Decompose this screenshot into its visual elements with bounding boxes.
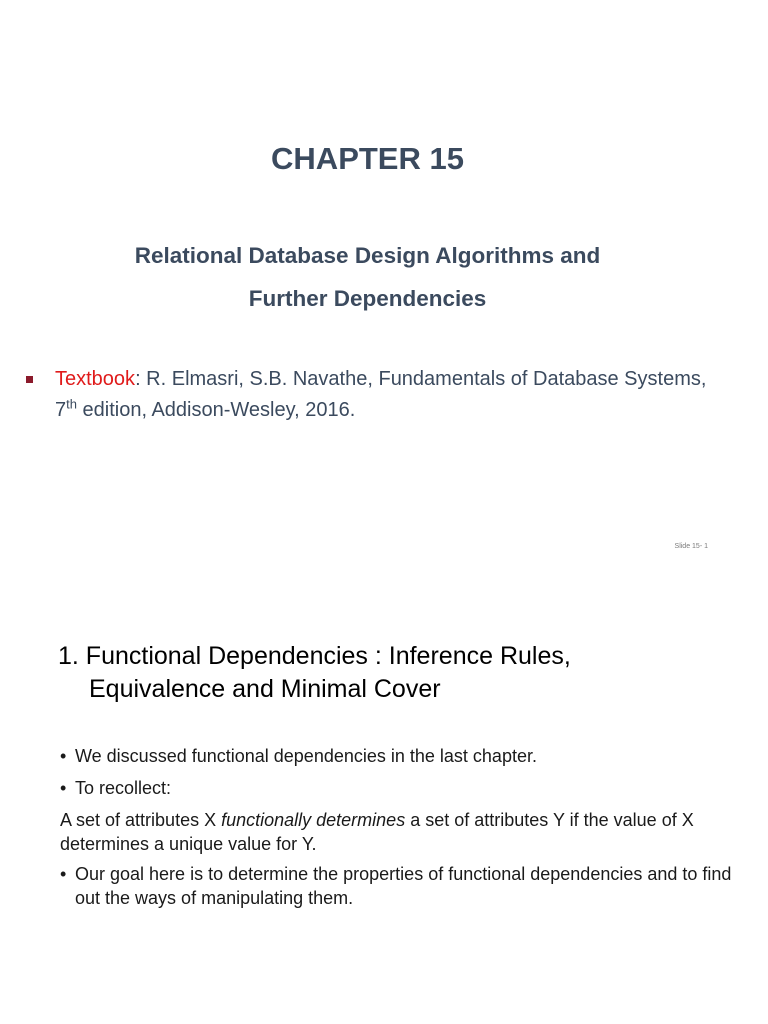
bullet-text: We discussed functional dependencies in the last chapter.	[75, 746, 537, 766]
slide-body	[60, 744, 740, 918]
subtitle-line-2: Further Dependencies	[248, 286, 487, 311]
bullet-icon: •	[60, 778, 67, 798]
textbook-reference	[26, 364, 726, 426]
bullet-icon: •	[60, 864, 67, 884]
section-title-line-2: Equivalence and Minimal Cover	[89, 675, 441, 703]
list-item	[60, 744, 740, 768]
list-item	[60, 862, 740, 910]
textbook-text	[55, 364, 726, 426]
slide-number: Slide 15- 1	[674, 543, 708, 550]
textbook-citation-a: : R. Elmasri, S.B. Navathe, Fundamentals of Database Systems, 7	[55, 368, 707, 421]
definition-emphasis: functionally determines	[221, 810, 406, 830]
textbook-label: Textbook	[55, 368, 136, 390]
definition-paragraph	[60, 808, 740, 856]
textbook-citation-b: edition, Addison-Wesley, 2016.	[76, 399, 356, 421]
bullet-text: Our goal here is to determine the properties of functional dependencies and to find out the ways of manipulating them.	[75, 864, 732, 908]
definition-text-a: A set of attributes X	[60, 810, 222, 830]
section-title-line-1: 1. Functional Dependencies : Inference Rules,	[58, 642, 571, 670]
chapter-title: CHAPTER 15	[271, 141, 464, 176]
definition-text-b: a set of attributes Y if the value of X determines a unique value for Y.	[60, 810, 694, 854]
chapter-subtitle	[60, 234, 675, 320]
subtitle-line-1: Relational Database Design Algorithms and	[134, 243, 601, 268]
square-bullet-icon	[26, 376, 33, 383]
bullet-text: To recollect:	[75, 778, 172, 798]
list-item	[60, 776, 740, 800]
textbook-edition-sup: th	[66, 396, 77, 412]
bullet-icon: •	[60, 746, 67, 766]
section-title	[58, 640, 738, 706]
